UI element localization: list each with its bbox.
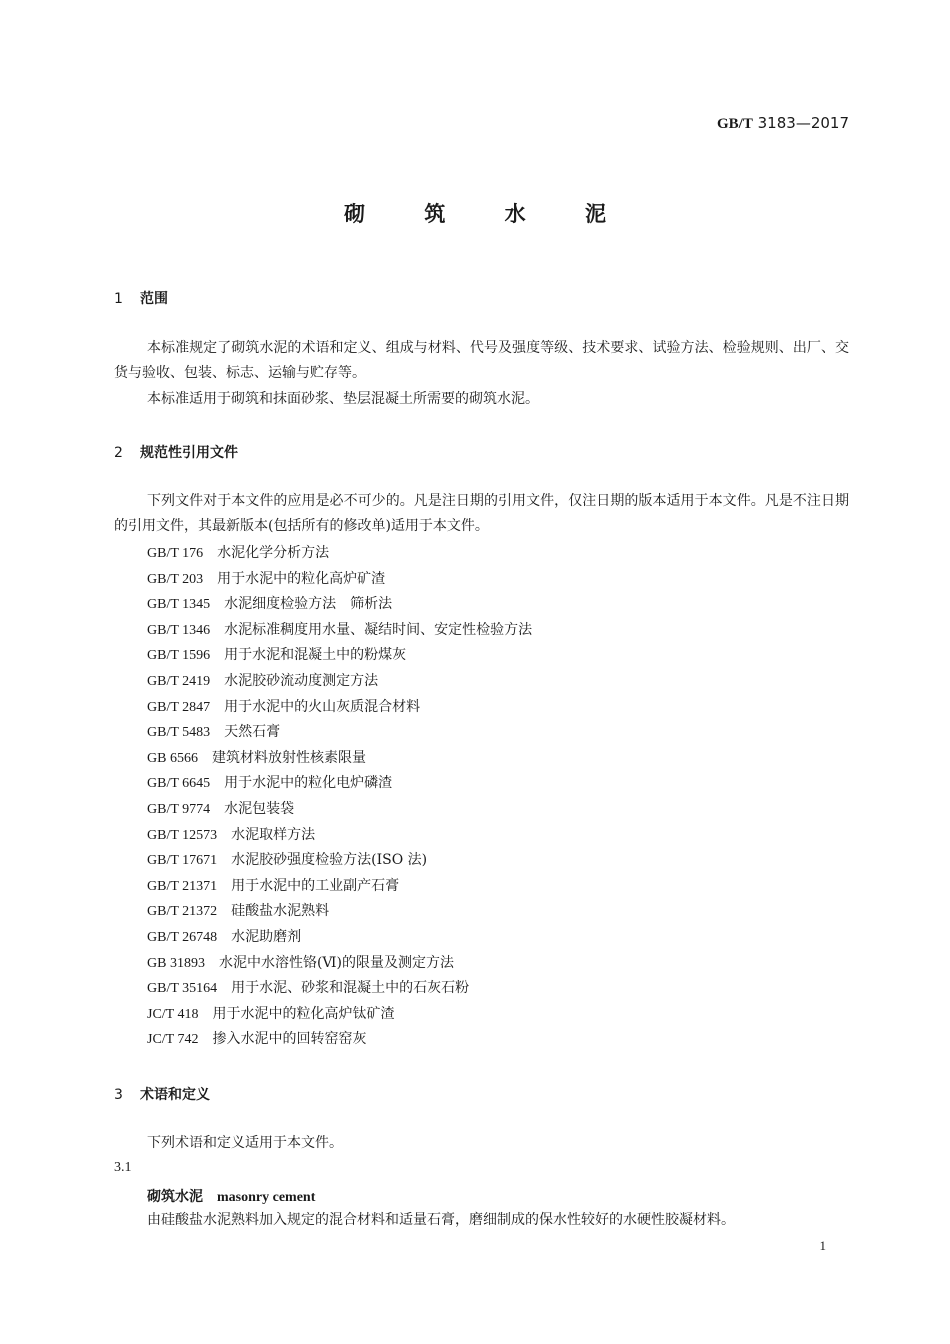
reference-code: GB/T 1596 — [147, 648, 211, 664]
reference-title: 水泥助磨剂 — [231, 929, 302, 945]
reference-title: 水泥中水溶性铬(Ⅵ)的限量及测定方法 — [218, 954, 454, 971]
term-number: 3.1 — [114, 1160, 132, 1175]
reference-code: JC/T 418 — [147, 1006, 199, 1022]
reference-title: 水泥标准稠度用水量、凝结时间、安定性检验方法 — [224, 621, 533, 638]
term-heading — [147, 1186, 315, 1206]
reference-code: GB/T 203 — [147, 571, 204, 587]
reference-code: GB/T 5483 — [147, 725, 211, 741]
reference-item — [147, 797, 294, 822]
reference-title: 用于水泥和混凝土中的粉煤灰 — [224, 647, 407, 664]
reference-item — [147, 618, 532, 643]
reference-item — [147, 643, 406, 668]
reference-item — [147, 567, 385, 592]
reference-title: 水泥取样方法 — [231, 826, 316, 843]
reference-code: GB/T 21372 — [147, 904, 218, 920]
scope-paragraph-1: 本标准规定了砌筑水泥的术语和定义、组成与材料、代号及强度等级、技术要求、试验方法、检验规则、出厂、交货与验收、包装、标志、运输与贮存等。 — [114, 340, 849, 381]
reference-code: GB/T 2847 — [147, 699, 211, 715]
section-title: 规范性引用文件 — [140, 445, 238, 461]
reference-code: GB/T 1346 — [147, 622, 211, 638]
reference-item — [147, 746, 366, 771]
reference-item — [147, 899, 329, 924]
reference-title: 用于水泥中的火山灰质混合材料 — [224, 698, 421, 715]
reference-title: 用于水泥中的工业副产石膏 — [231, 877, 400, 894]
reference-code: GB/T 2419 — [147, 674, 211, 689]
reference-code: GB/T 6645 — [147, 776, 211, 792]
document-title: 砌 筑 水 泥 — [344, 202, 632, 226]
reference-item — [147, 951, 454, 976]
reference-code: GB/T 17671 — [147, 853, 218, 869]
section-heading-scope — [114, 288, 168, 308]
reference-code: GB/T 12573 — [147, 827, 218, 843]
section-title: 术语和定义 — [140, 1087, 210, 1103]
reference-code: GB/T 35164 — [147, 981, 218, 997]
section-title: 范围 — [140, 291, 168, 307]
reference-title: 掺入水泥中的回转窑窑灰 — [212, 1031, 367, 1048]
reference-item — [147, 976, 469, 1001]
reference-title: 水泥胶砂流动度测定方法 — [224, 673, 379, 689]
reference-title: 水泥包装袋 — [224, 801, 295, 817]
reference-item — [147, 669, 378, 694]
reference-title: 用于水泥中的粒化电炉磷渣 — [224, 775, 393, 792]
reference-code: GB/T 176 — [147, 546, 204, 561]
section-heading-terms — [114, 1084, 210, 1104]
reference-code: GB/T 26748 — [147, 930, 218, 945]
scope-paragraph-2: 本标准适用于砌筑和抹面砂浆、垫层混凝土所需要的砌筑水泥。 — [147, 391, 539, 407]
reference-code: GB/T 1345 — [147, 597, 211, 613]
reference-code: GB 31893 — [147, 955, 205, 971]
reference-item — [147, 695, 420, 720]
reference-item — [147, 925, 301, 950]
reference-item — [147, 823, 315, 848]
reference-title: 用于水泥、砂浆和混凝土中的石灰石粉 — [231, 980, 470, 997]
reference-title: 硅酸盐水泥熟料 — [231, 903, 330, 920]
reference-item — [147, 720, 280, 745]
normative-intro: 下列文件对于本文件的应用是必不可少的。凡是注日期的引用文件，仅注日期的版本适用于本文件。凡是不注日期的引用文件，其最新版本(包括所有的修改单)适用于本文件。 — [114, 493, 849, 534]
reference-item — [147, 1027, 366, 1052]
reference-title: 建筑材料放射性核素限量 — [211, 749, 366, 766]
reference-title: 用于水泥中的粒化高炉钛矿渣 — [212, 1005, 395, 1022]
standard-code — [717, 114, 849, 133]
reference-title: 水泥胶砂强度检验方法(ISO 法) — [231, 852, 428, 869]
term-english: masonry cement — [217, 1190, 316, 1205]
reference-item — [147, 1002, 394, 1027]
term-chinese: 砌筑水泥 — [147, 1189, 203, 1205]
reference-code: GB 6566 — [147, 750, 198, 766]
reference-code: GB/T 21371 — [147, 878, 218, 894]
terms-intro: 下列术语和定义适用于本文件。 — [147, 1135, 343, 1151]
reference-title: 水泥细度检验方法 筛析法 — [224, 596, 393, 613]
section-number: 3 — [114, 1087, 123, 1103]
reference-item — [147, 541, 329, 566]
standard-number: 3183—2017 — [757, 114, 849, 132]
reference-code: GB/T 9774 — [147, 802, 211, 817]
section-number: 2 — [114, 445, 123, 461]
section-number: 1 — [114, 291, 123, 307]
reference-item — [147, 771, 392, 796]
reference-title: 水泥化学分析方法 — [217, 545, 330, 561]
page-number: 1 — [819, 1238, 826, 1253]
reference-item — [147, 848, 427, 873]
reference-item — [147, 592, 392, 617]
reference-title: 天然石膏 — [224, 724, 281, 741]
reference-item — [147, 874, 399, 899]
term-definition: 由硅酸盐水泥熟料加入规定的混合材料和适量石膏，磨细制成的保水性较好的水硬性胶凝材料。 — [147, 1212, 735, 1228]
section-heading-normative — [114, 442, 238, 462]
reference-title: 用于水泥中的粒化高炉矿渣 — [217, 570, 386, 587]
standard-prefix: GB/T — [717, 116, 753, 132]
reference-code: JC/T 742 — [147, 1032, 199, 1048]
